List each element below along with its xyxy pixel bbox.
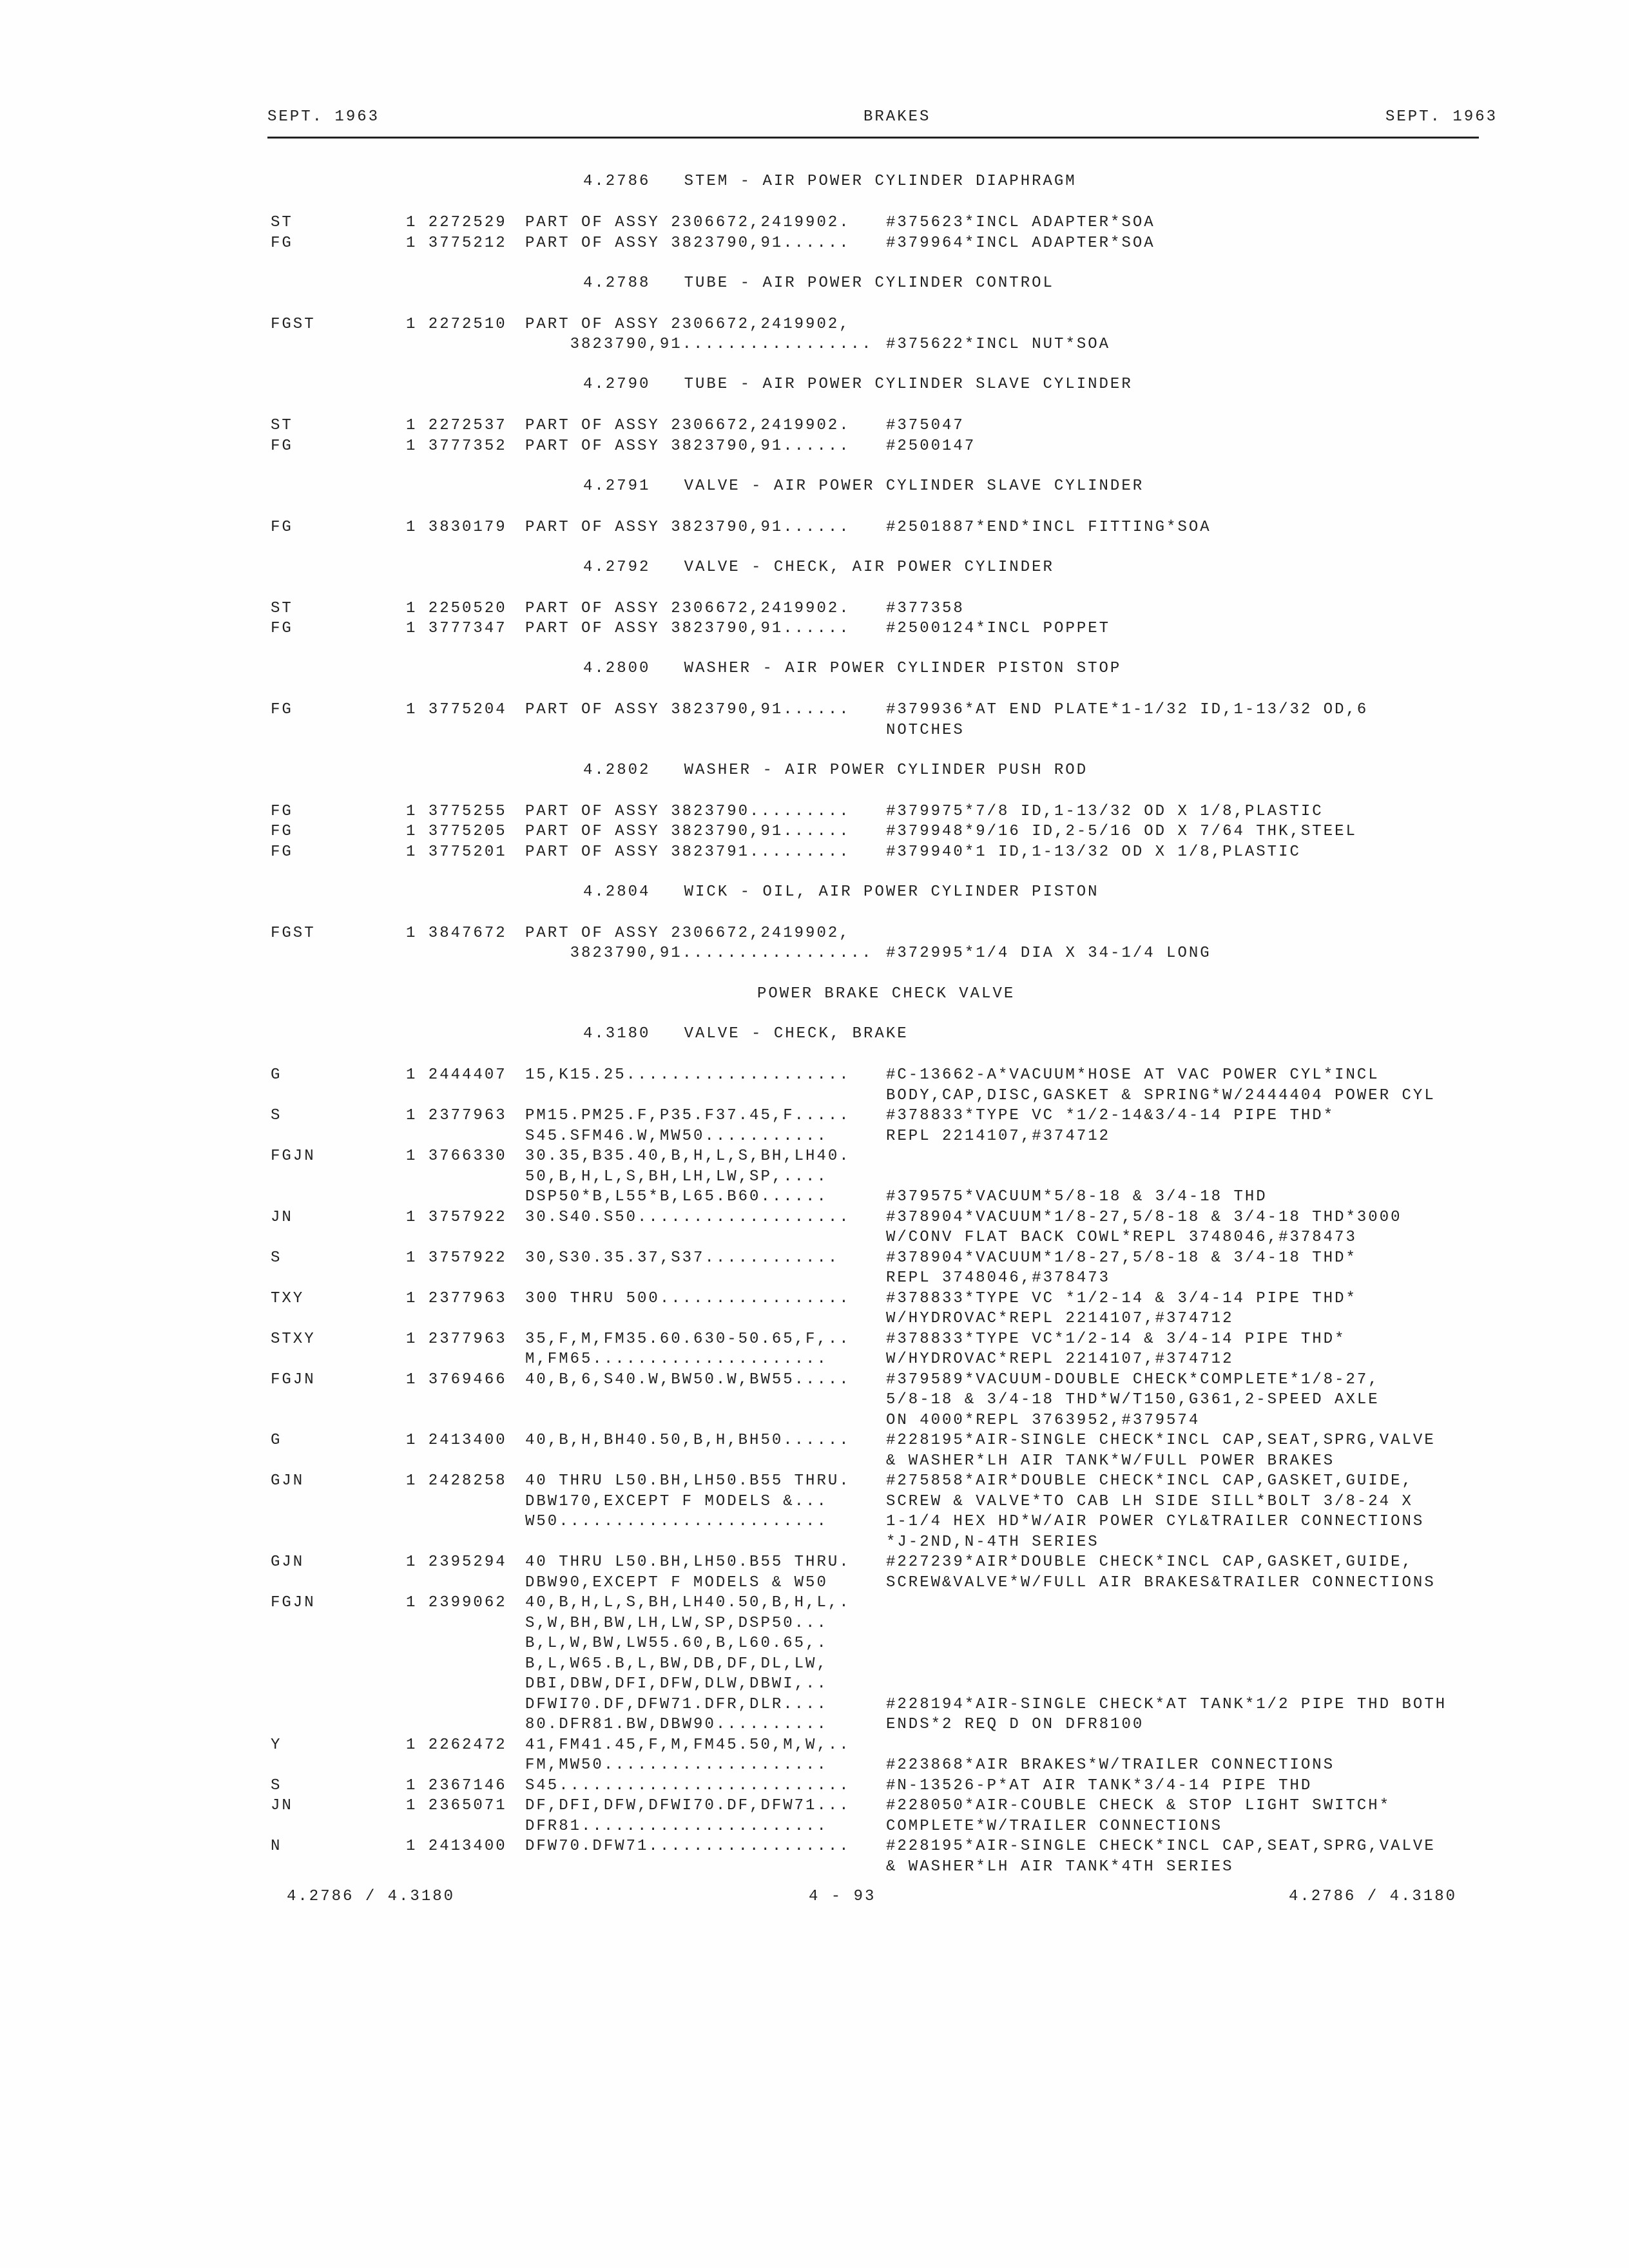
part-note: 5/8-18 & 3/4-18 THD*W/T150,G361,2-SPEED AXLE bbox=[886, 1391, 1380, 1408]
part-quantity-number: 1 3775205 bbox=[406, 823, 507, 840]
section-title: 4.2790 TUBE - AIR POWER CYLINDER SLAVE CYLINDER bbox=[583, 376, 1133, 393]
part-note: #228194*AIR-SINGLE CHECK*AT TANK*1/2 PIPE THD BOTH bbox=[886, 1695, 1447, 1713]
part-description: W50........................ bbox=[525, 1513, 828, 1530]
part-note: #379964*INCL ADAPTER*SOA bbox=[886, 234, 1155, 252]
part-description: PM15.PM25.F,P35.F37.45,F..... bbox=[525, 1107, 851, 1124]
part-description: PART OF ASSY 2306672,2419902, bbox=[525, 315, 851, 333]
part-description: DBI,DBW,DFI,DFW,DLW,DBWI,.. bbox=[525, 1675, 828, 1693]
part-note: COMPLETE*W/TRAILER CONNECTIONS bbox=[886, 1817, 1223, 1835]
model-code: GJN bbox=[271, 1553, 305, 1571]
model-code: JN bbox=[271, 1208, 293, 1226]
header-rule bbox=[267, 137, 1479, 139]
section-title: 4.2802 WASHER - AIR POWER CYLINDER PUSH ROD bbox=[583, 761, 1088, 779]
part-note: #2501887*END*INCL FITTING*SOA bbox=[886, 518, 1211, 536]
part-description: PART OF ASSY 3823790......... bbox=[525, 802, 851, 820]
section-title: 4.2792 VALVE - CHECK, AIR POWER CYLINDER bbox=[583, 558, 1054, 576]
section-title: 4.2788 TUBE - AIR POWER CYLINDER CONTROL bbox=[583, 274, 1054, 292]
part-note: #378904*VACUUM*1/8-27,5/8-18 & 3/4-18 THD*3000 bbox=[886, 1208, 1402, 1226]
part-description: 3823790,91................. bbox=[525, 945, 873, 962]
part-quantity-number: 1 2250520 bbox=[406, 599, 507, 617]
part-quantity-number: 1 3769466 bbox=[406, 1370, 507, 1389]
model-code: FG bbox=[271, 620, 293, 637]
part-quantity-number: 1 2428258 bbox=[406, 1472, 507, 1490]
header-left: SEPT. 1963 bbox=[267, 108, 380, 126]
part-quantity-number: 1 2272510 bbox=[406, 315, 507, 333]
part-quantity-number: 1 3775204 bbox=[406, 701, 507, 718]
header-center: BRAKES bbox=[863, 108, 931, 126]
part-description: DF,DFI,DFW,DFWI70.DF,DFW71... bbox=[525, 1797, 851, 1814]
part-note: #C-13662-A*VACUUM*HOSE AT VAC POWER CYL*INCL bbox=[886, 1066, 1380, 1084]
model-code: FG bbox=[271, 234, 293, 252]
part-quantity-number: 1 3775201 bbox=[406, 843, 507, 861]
part-note: W/HYDROVAC*REPL 2214107,#374712 bbox=[886, 1350, 1234, 1368]
part-quantity-number: 1 2413400 bbox=[406, 1838, 507, 1855]
section-title: 4.2804 WICK - OIL, AIR POWER CYLINDER PISTON bbox=[583, 883, 1099, 901]
part-note: 1-1/4 HEX HD*W/AIR POWER CYL&TRAILER CONNECTIONS bbox=[886, 1513, 1425, 1530]
part-quantity-number: 1 2272529 bbox=[406, 214, 507, 231]
model-code: STXY bbox=[271, 1330, 316, 1348]
model-code: ST bbox=[271, 599, 293, 617]
header-right: SEPT. 1963 bbox=[1385, 108, 1498, 126]
part-note: REPL 2214107,#374712 bbox=[886, 1127, 1111, 1145]
model-code: FG bbox=[271, 701, 293, 718]
part-note: #375047 bbox=[886, 417, 965, 434]
model-code: TXY bbox=[271, 1289, 305, 1307]
part-quantity-number: 1 3775255 bbox=[406, 802, 507, 820]
part-note: #379575*VACUUM*5/8-18 & 3/4-18 THD bbox=[886, 1188, 1268, 1206]
part-quantity-number: 1 2367146 bbox=[406, 1776, 507, 1794]
part-description: B,L,W,BW,LW55.60,B,L60.65,. bbox=[525, 1635, 828, 1652]
part-note: #275858*AIR*DOUBLE CHECK*INCL CAP,GASKET,GUIDE, bbox=[886, 1472, 1413, 1490]
part-note: #378833*TYPE VC *1/2-14 & 3/4-14 PIPE THD* bbox=[886, 1289, 1357, 1307]
part-quantity-number: 1 3766330 bbox=[406, 1148, 507, 1165]
footer-right: 4.2786 / 4.3180 bbox=[1289, 1888, 1458, 1905]
part-note: #223868*AIR BRAKES*W/TRAILER CONNECTIONS bbox=[886, 1756, 1335, 1774]
model-code: JN bbox=[271, 1797, 293, 1814]
part-description: DFR81...................... bbox=[525, 1817, 828, 1835]
footer-left: 4.2786 / 4.3180 bbox=[287, 1888, 456, 1905]
part-description: S,W,BH,BW,LH,LW,SP,DSP50... bbox=[525, 1614, 828, 1632]
part-description: 30.S40.S50................... bbox=[525, 1208, 851, 1226]
part-description: DBW170,EXCEPT F MODELS &... bbox=[525, 1492, 828, 1510]
part-note: #228195*AIR-SINGLE CHECK*INCL CAP,SEAT,SPRG,VALVE bbox=[886, 1432, 1436, 1449]
part-description: 30,S30.35.37,S37............ bbox=[525, 1249, 840, 1267]
part-note: SCREW & VALVE*TO CAB LH SIDE SILL*BOLT 3/8-24 X bbox=[886, 1492, 1413, 1510]
part-description: DSP50*B,L55*B,L65.B60...... bbox=[525, 1188, 828, 1206]
part-description: 41,FM41.45,F,M,FM45.50,M,W,.. bbox=[525, 1736, 851, 1754]
part-description: 40 THRU L50.BH,LH50.B55 THRU. bbox=[525, 1553, 851, 1571]
part-note: #379936*AT END PLATE*1-1/32 ID,1-13/32 OD,6 bbox=[886, 701, 1369, 718]
part-note: *J-2ND,N-4TH SERIES bbox=[886, 1533, 1099, 1551]
part-description: DFW70.DFW71.................. bbox=[525, 1838, 851, 1855]
section-title: 4.2791 VALVE - AIR POWER CYLINDER SLAVE CYLINDER bbox=[583, 477, 1144, 495]
section-title: 4.3180 VALVE - CHECK, BRAKE bbox=[583, 1025, 909, 1043]
part-quantity-number: 1 3775212 bbox=[406, 234, 507, 252]
part-quantity-number: 1 3847672 bbox=[406, 924, 507, 942]
part-description: PART OF ASSY 3823790,91...... bbox=[525, 437, 851, 455]
model-code: FG bbox=[271, 823, 293, 840]
part-note: #378833*TYPE VC*1/2-14 & 3/4-14 PIPE THD* bbox=[886, 1330, 1346, 1348]
part-note: W/CONV FLAT BACK COWL*REPL 3748046,#378473 bbox=[886, 1229, 1357, 1246]
part-quantity-number: 1 2272537 bbox=[406, 417, 507, 434]
model-code: G bbox=[271, 1066, 282, 1084]
model-code: FGST bbox=[271, 924, 316, 942]
part-description: 3823790,91................. bbox=[525, 336, 873, 353]
part-quantity-number: 1 2444407 bbox=[406, 1066, 507, 1084]
part-note: & WASHER*LH AIR TANK*4TH SERIES bbox=[886, 1858, 1234, 1876]
part-quantity-number: 1 3777352 bbox=[406, 437, 507, 455]
part-quantity-number: 1 3757922 bbox=[406, 1249, 507, 1267]
part-quantity-number: 1 3777347 bbox=[406, 620, 507, 637]
model-code: ST bbox=[271, 214, 293, 231]
part-description: M,FM65..................... bbox=[525, 1350, 828, 1368]
part-note: NOTCHES bbox=[886, 721, 965, 739]
part-note: W/HYDROVAC*REPL 2214107,#374712 bbox=[886, 1310, 1234, 1327]
part-description: 80.DFR81.BW,DBW90.......... bbox=[525, 1716, 828, 1733]
part-note: #227239*AIR*DOUBLE CHECK*INCL CAP,GASKET,GUIDE, bbox=[886, 1553, 1413, 1571]
part-note: #2500124*INCL POPPET bbox=[886, 620, 1111, 637]
model-code: FG bbox=[271, 802, 293, 820]
part-quantity-number: 1 2399062 bbox=[406, 1594, 507, 1611]
model-code: FG bbox=[271, 843, 293, 861]
part-description: FM,MW50.................... bbox=[525, 1756, 828, 1774]
part-note: #378904*VACUUM*1/8-27,5/8-18 & 3/4-18 THD* bbox=[886, 1249, 1357, 1267]
part-quantity-number: 1 2395294 bbox=[406, 1553, 507, 1571]
part-description: PART OF ASSY 2306672,2419902. bbox=[525, 214, 851, 231]
part-description: PART OF ASSY 3823790,91...... bbox=[525, 234, 851, 252]
model-code: ST bbox=[271, 417, 293, 434]
part-note: #2500147 bbox=[886, 437, 976, 455]
part-description: PART OF ASSY 2306672,2419902, bbox=[525, 924, 851, 942]
part-note: #N-13526-P*AT AIR TANK*3/4-14 PIPE THD bbox=[886, 1776, 1313, 1794]
part-note: #372995*1/4 DIA X 34-1/4 LONG bbox=[886, 945, 1211, 962]
model-code: FGJN bbox=[271, 1148, 316, 1165]
model-code: FGJN bbox=[271, 1594, 316, 1611]
part-note: & WASHER*LH AIR TANK*W/FULL POWER BRAKES bbox=[886, 1452, 1335, 1470]
part-description: PART OF ASSY 3823790,91...... bbox=[525, 701, 851, 718]
model-code: S bbox=[271, 1107, 282, 1124]
part-quantity-number: 1 2377963 bbox=[406, 1330, 507, 1348]
part-description: 30.35,B35.40,B,H,L,S,BH,LH40. bbox=[525, 1148, 851, 1165]
model-code: N bbox=[271, 1838, 282, 1855]
part-description: DBW90,EXCEPT F MODELS & W50 bbox=[525, 1573, 828, 1591]
part-description: 40,B,H,L,S,BH,LH40.50,B,H,L,. bbox=[525, 1594, 851, 1611]
part-description: S45.SFM46.W,MW50........... bbox=[525, 1127, 828, 1145]
part-quantity-number: 1 2413400 bbox=[406, 1432, 507, 1449]
part-note: #379948*9/16 ID,2-5/16 OD X 7/64 THK,STEEL bbox=[886, 823, 1357, 840]
part-description: PART OF ASSY 3823790,91...... bbox=[525, 518, 851, 536]
part-description: 50,B,H,L,S,BH,LH,LW,SP,.... bbox=[525, 1168, 828, 1186]
footer-page-number: 4 - 93 bbox=[809, 1888, 876, 1905]
part-note: SCREW&VALVE*W/FULL AIR BRAKES&TRAILER CONNECTIONS bbox=[886, 1573, 1436, 1591]
part-description: B,L,W65.B,L,BW,DB,DF,DL,LW, bbox=[525, 1655, 828, 1673]
section-title: 4.2800 WASHER - AIR POWER CYLINDER PISTON STOP bbox=[583, 660, 1122, 677]
part-description: 35,F,M,FM35.60.630-50.65,F,.. bbox=[525, 1330, 851, 1348]
part-quantity-number: 1 2365071 bbox=[406, 1797, 507, 1814]
model-code: S bbox=[271, 1776, 282, 1794]
part-description: PART OF ASSY 2306672,2419902. bbox=[525, 599, 851, 617]
part-description: 40,B,H,BH40.50,B,H,BH50...... bbox=[525, 1432, 851, 1449]
part-note: #379975*7/8 ID,1-13/32 OD X 1/8,PLASTIC bbox=[886, 802, 1324, 820]
part-description: 40 THRU L50.BH,LH50.B55 THRU. bbox=[525, 1472, 851, 1490]
part-note: REPL 3748046,#378473 bbox=[886, 1269, 1111, 1287]
part-note: ON 4000*REPL 3763952,#379574 bbox=[886, 1411, 1200, 1429]
part-note: BODY,CAP,DISC,GASKET & SPRING*W/2444404 POWER CYL bbox=[886, 1086, 1436, 1104]
part-quantity-number: 1 2262472 bbox=[406, 1736, 507, 1754]
part-description: 15,K15.25.................... bbox=[525, 1066, 851, 1084]
part-quantity-number: 1 2377963 bbox=[406, 1289, 507, 1307]
part-note: #379589*VACUUM-DOUBLE CHECK*COMPLETE*1/8-27, bbox=[886, 1370, 1380, 1389]
part-description: 40,B,6,S40.W,BW50.W,BW55..... bbox=[525, 1370, 851, 1389]
part-note: #375623*INCL ADAPTER*SOA bbox=[886, 214, 1155, 231]
part-quantity-number: 1 3757922 bbox=[406, 1208, 507, 1226]
model-code: FG bbox=[271, 518, 293, 536]
model-code: FG bbox=[271, 437, 293, 455]
part-description: PART OF ASSY 3823790,91...... bbox=[525, 620, 851, 637]
model-code: GJN bbox=[271, 1472, 305, 1490]
section-title: 4.2786 STEM - AIR POWER CYLINDER DIAPHRAGM bbox=[583, 173, 1077, 190]
part-note: #377358 bbox=[886, 599, 965, 617]
part-note: #228195*AIR-SINGLE CHECK*INCL CAP,SEAT,SPRG,VALVE bbox=[886, 1838, 1436, 1855]
part-note: #379940*1 ID,1-13/32 OD X 1/8,PLASTIC bbox=[886, 843, 1301, 861]
part-note: ENDS*2 REQ D ON DFR8100 bbox=[886, 1716, 1144, 1733]
model-code: FGST bbox=[271, 315, 316, 333]
part-description: PART OF ASSY 3823790,91...... bbox=[525, 823, 851, 840]
part-note: #378833*TYPE VC *1/2-14&3/4-14 PIPE THD* bbox=[886, 1107, 1335, 1124]
model-code: S bbox=[271, 1249, 282, 1267]
part-quantity-number: 1 3830179 bbox=[406, 518, 507, 536]
model-code: FGJN bbox=[271, 1370, 316, 1389]
part-description: S45.......................... bbox=[525, 1776, 851, 1794]
part-description: PART OF ASSY 3823791......... bbox=[525, 843, 851, 861]
part-quantity-number: 1 2377963 bbox=[406, 1107, 507, 1124]
part-description: PART OF ASSY 2306672,2419902. bbox=[525, 417, 851, 434]
section-group-heading: POWER BRAKE CHECK VALVE bbox=[757, 985, 1016, 1003]
part-note: #228050*AIR-COUBLE CHECK & STOP LIGHT SWITCH* bbox=[886, 1797, 1391, 1814]
part-description: 300 THRU 500................. bbox=[525, 1289, 851, 1307]
model-code: G bbox=[271, 1432, 282, 1449]
part-note: #375622*INCL NUT*SOA bbox=[886, 336, 1111, 353]
model-code: Y bbox=[271, 1736, 282, 1754]
part-description: DFWI70.DF,DFW71.DFR,DLR.... bbox=[525, 1695, 828, 1713]
